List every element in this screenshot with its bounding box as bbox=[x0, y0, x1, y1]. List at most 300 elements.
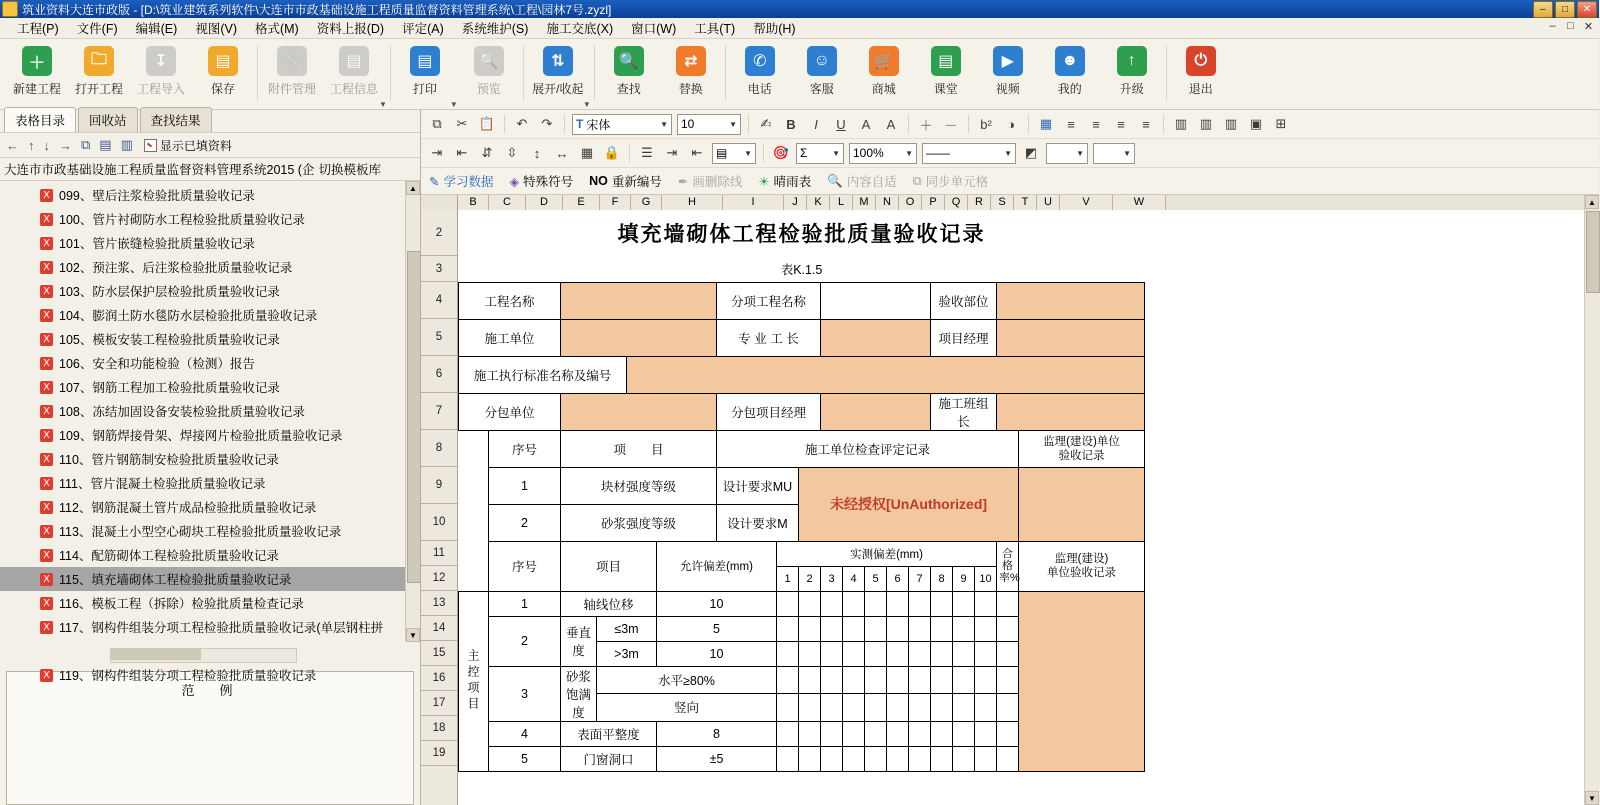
copy-icon[interactable]: ⧉ bbox=[432, 116, 442, 131]
measure-cell[interactable] bbox=[975, 641, 997, 666]
measure-cell[interactable] bbox=[931, 591, 953, 616]
row-sub-4[interactable]: 水平≥80% bbox=[597, 666, 777, 694]
row-no-6[interactable]: 4 bbox=[489, 721, 561, 746]
row-allow-2[interactable]: 5 bbox=[657, 616, 777, 641]
measure-cell[interactable] bbox=[909, 721, 931, 746]
list-item[interactable]: X 100、管片衬砌防水工程检验批质量验收记录 bbox=[0, 207, 406, 231]
measure-cell[interactable] bbox=[909, 591, 931, 616]
menu-item-evaluate[interactable]: 评定(A) bbox=[402, 22, 444, 36]
italic-icon[interactable]: I bbox=[814, 116, 818, 132]
toolbar-button-video[interactable]: ▶ 视频 bbox=[977, 42, 1039, 104]
tree-vertical-scrollbar[interactable] bbox=[405, 181, 420, 642]
column-header-S[interactable]: S bbox=[991, 195, 1014, 210]
table-grid-icon[interactable]: ▦ bbox=[580, 145, 594, 160]
list-item[interactable]: X 109、钢筋焊接骨架、焊接网片检验批质量验收记录 bbox=[0, 423, 406, 447]
measure-cell[interactable] bbox=[865, 694, 887, 722]
align-left-icon[interactable]: ≡ bbox=[1067, 116, 1075, 132]
measure-cell[interactable] bbox=[865, 641, 887, 666]
measure-cell[interactable] bbox=[777, 694, 799, 722]
scroll-up-icon[interactable]: ▲ bbox=[1585, 195, 1599, 209]
chevron-down-icon[interactable]: ▼ bbox=[660, 119, 668, 129]
delete-col-icon[interactable]: ⇳ bbox=[506, 145, 518, 160]
superscript-icon[interactable]: b² bbox=[980, 116, 992, 132]
zoom-select[interactable] bbox=[849, 143, 917, 164]
mdi-close-button[interactable]: ✕ bbox=[1583, 21, 1594, 33]
switch-template-button[interactable]: 切换模板库 bbox=[318, 163, 381, 177]
column-header-C[interactable]: C bbox=[489, 195, 526, 210]
row-name-4[interactable]: 砂浆饱满度 bbox=[561, 666, 597, 721]
value-project-name[interactable] bbox=[561, 282, 717, 319]
cell-main-name-2[interactable]: 砂浆强度等级 bbox=[561, 504, 717, 541]
measure-cell[interactable] bbox=[865, 616, 887, 641]
merge-cells-icon[interactable]: ▣ bbox=[1249, 116, 1263, 131]
measure-cell[interactable] bbox=[821, 746, 843, 771]
row-allow-6[interactable]: 8 bbox=[657, 721, 777, 746]
column-header-R[interactable]: R bbox=[968, 195, 991, 210]
list-icon[interactable]: ☰ bbox=[641, 145, 653, 160]
border-color-select[interactable] bbox=[1046, 143, 1088, 164]
measure-cell[interactable] bbox=[887, 641, 909, 666]
toolbar-button-class[interactable]: ▤ 课堂 bbox=[915, 42, 977, 104]
underline-icon[interactable]: U bbox=[836, 116, 846, 132]
special-char-button[interactable]: ◈ 特殊符号 bbox=[509, 174, 574, 189]
row-header-17[interactable]: 17 bbox=[421, 691, 457, 716]
scrollbar-thumb[interactable] bbox=[1586, 211, 1600, 293]
copy-icon[interactable]: ⧉ bbox=[81, 137, 91, 152]
measure-cell[interactable] bbox=[909, 666, 931, 694]
column-header-I[interactable]: I bbox=[723, 195, 784, 210]
list-item[interactable]: X 103、防水层保护层检验批质量验收记录 bbox=[0, 279, 406, 303]
row-no-1[interactable]: 1 bbox=[489, 591, 561, 616]
bold-icon[interactable]: B bbox=[786, 116, 796, 132]
row-name-6[interactable]: 表面平整度 bbox=[561, 721, 657, 746]
column-header-P[interactable]: P bbox=[922, 195, 945, 210]
function-icon[interactable]: 🎯 bbox=[772, 145, 790, 160]
pass-rate-cell[interactable] bbox=[997, 666, 1019, 694]
column-header-T[interactable]: T bbox=[1014, 195, 1037, 210]
toolbar-button-shop[interactable]: 🛒 商城 bbox=[853, 42, 915, 104]
pass-rate-cell[interactable] bbox=[997, 616, 1019, 641]
back-icon[interactable]: ← bbox=[6, 137, 19, 153]
menu-item-edit[interactable]: 编辑(E) bbox=[135, 22, 178, 36]
toolbar-button-new-project[interactable]: ＋ 新建工程 bbox=[6, 42, 68, 104]
outdent-icon[interactable]: ⇤ bbox=[691, 145, 703, 160]
measure-cell[interactable] bbox=[975, 666, 997, 694]
toolbar-button-support[interactable]: ☺ 客服 bbox=[791, 42, 853, 104]
chevron-down-icon[interactable]: ▼ bbox=[449, 100, 458, 109]
cell-main-no-1[interactable]: 1 bbox=[489, 467, 561, 504]
scrollbar-thumb[interactable] bbox=[111, 649, 201, 660]
measure-cell[interactable] bbox=[843, 666, 865, 694]
measure-cell[interactable] bbox=[777, 616, 799, 641]
list-item[interactable]: X 111、管片混凝土检验批质量验收记录 bbox=[0, 471, 406, 495]
list-item[interactable]: X 108、冻结加固设备安装检验批质量验收记录 bbox=[0, 399, 406, 423]
toolbar-button-project-info[interactable]: ▤ 工程信息 bbox=[323, 42, 385, 104]
measure-cell[interactable] bbox=[821, 694, 843, 722]
mdi-maximize-button[interactable]: □ bbox=[1567, 20, 1574, 32]
measure-cell[interactable] bbox=[909, 694, 931, 722]
minimize-button[interactable]: – bbox=[1533, 1, 1553, 18]
row-header-8[interactable]: 8 bbox=[421, 430, 457, 467]
toolbar-button-open-project[interactable]: 🗀 打开工程 bbox=[68, 42, 130, 104]
row-header-2[interactable]: 2 bbox=[421, 210, 457, 256]
value-team-leader[interactable] bbox=[997, 393, 1145, 430]
column-header-L[interactable]: L bbox=[830, 195, 853, 210]
row-header-18[interactable]: 18 bbox=[421, 716, 457, 741]
measure-cell[interactable] bbox=[799, 641, 821, 666]
subscript-icon[interactable]: ◑ bbox=[1007, 116, 1015, 132]
row-header-5[interactable]: 5 bbox=[421, 319, 457, 356]
measure-cell[interactable] bbox=[931, 721, 953, 746]
scroll-down-icon[interactable]: ▼ bbox=[1585, 791, 1599, 805]
menu-item-format[interactable]: 格式(M) bbox=[254, 22, 299, 36]
sum-select[interactable] bbox=[796, 143, 844, 164]
chevron-down-icon[interactable]: ▼ bbox=[582, 100, 591, 109]
value-project-manager[interactable] bbox=[997, 319, 1145, 356]
measure-cell[interactable] bbox=[843, 641, 865, 666]
row-header-19[interactable]: 19 bbox=[421, 741, 457, 766]
cell-main-no-2[interactable]: 2 bbox=[489, 504, 561, 541]
tree-horizontal-scrollbar[interactable] bbox=[110, 648, 297, 663]
measure-cell[interactable] bbox=[953, 694, 975, 722]
font-size-select[interactable] bbox=[677, 114, 741, 135]
cell-main-value-1[interactable]: 设计要求MU bbox=[717, 467, 799, 504]
list-item[interactable]: X 101、管片嵌缝检验批质量验收记录 bbox=[0, 231, 406, 255]
form-document[interactable] bbox=[458, 210, 1585, 805]
lock-icon[interactable]: 🔒 bbox=[603, 145, 621, 160]
shading-select[interactable] bbox=[1093, 143, 1135, 164]
measure-cell[interactable] bbox=[931, 746, 953, 771]
measure-cell[interactable] bbox=[975, 746, 997, 771]
forward-icon[interactable]: → bbox=[59, 137, 72, 153]
row-sub-3[interactable]: >3m bbox=[597, 641, 657, 666]
menu-item-project[interactable]: 工程(P) bbox=[17, 22, 59, 36]
list-item[interactable]: X 112、钢筋混凝土管片成品检验批质量验收记录 bbox=[0, 495, 406, 519]
chevron-down-icon[interactable]: ▼ bbox=[832, 148, 840, 158]
weather-table-button[interactable]: ☀ 晴雨表 bbox=[758, 174, 812, 189]
row-sub-5[interactable]: 竖向 bbox=[597, 694, 777, 722]
measure-cell[interactable] bbox=[777, 666, 799, 694]
select-all-corner[interactable] bbox=[421, 195, 458, 210]
value-standard-name[interactable] bbox=[627, 356, 1145, 393]
chevron-down-icon[interactable]: ▼ bbox=[1004, 148, 1012, 158]
pass-rate-cell[interactable] bbox=[997, 694, 1019, 722]
value-sub-project-name[interactable] bbox=[821, 282, 931, 319]
format-painter-icon[interactable]: ✍ bbox=[760, 116, 772, 131]
column-header-B[interactable]: B bbox=[458, 195, 489, 210]
measure-cell[interactable] bbox=[953, 641, 975, 666]
column-header-F[interactable]: F bbox=[600, 195, 631, 210]
column-header-H[interactable]: H bbox=[662, 195, 723, 210]
list-item[interactable]: X 099、壁后注浆检验批质量验收记录 bbox=[0, 183, 406, 207]
move-down-icon[interactable]: ↓ bbox=[43, 137, 50, 153]
menu-item-report[interactable]: 资料上报(D) bbox=[316, 22, 385, 36]
row-header-6[interactable]: 6 bbox=[421, 356, 457, 393]
measure-cell[interactable] bbox=[931, 616, 953, 641]
maximize-button[interactable]: □ bbox=[1555, 1, 1575, 18]
delete-row-icon[interactable]: ⇤ bbox=[456, 145, 468, 160]
value-acceptance-part[interactable] bbox=[997, 282, 1145, 319]
measure-cell[interactable] bbox=[843, 591, 865, 616]
measure-cell[interactable] bbox=[887, 616, 909, 641]
row-header-15[interactable]: 15 bbox=[421, 641, 457, 666]
row-allow-3[interactable]: 10 bbox=[657, 641, 777, 666]
measure-cell[interactable] bbox=[843, 694, 865, 722]
window-controls[interactable] bbox=[1533, 1, 1597, 18]
list-item[interactable]: X 117、钢构件组装分项工程检验批质量验收记录(单层钢柱拼 bbox=[0, 615, 406, 639]
list-item[interactable]: X 114、配筋砌体工程检验批质量验收记录 bbox=[0, 543, 406, 567]
study-data-button[interactable]: ✎ 学习数据 bbox=[429, 174, 494, 189]
split-cells-icon[interactable]: ⊞ bbox=[1275, 116, 1287, 131]
row-sub-2[interactable]: ≤3m bbox=[597, 616, 657, 641]
row-height-icon[interactable]: ↕ bbox=[533, 145, 541, 161]
toolbar-button-replace[interactable]: ⇄ 替换 bbox=[660, 42, 722, 104]
measure-cell[interactable] bbox=[909, 616, 931, 641]
list-item[interactable]: X 119、钢构件组装分项工程检验批质量验收记录 bbox=[0, 663, 406, 687]
toolbar-button-print[interactable]: ▤ 打印 bbox=[394, 42, 456, 104]
column-header-E[interactable]: E bbox=[563, 195, 600, 210]
highlight-icon[interactable]: A bbox=[886, 116, 896, 132]
measure-cell[interactable] bbox=[843, 616, 865, 641]
column-header-O[interactable]: O bbox=[899, 195, 922, 210]
scrollbar-thumb[interactable] bbox=[407, 251, 421, 583]
draw-strike-button[interactable]: ✒ 画删除线 bbox=[677, 174, 743, 189]
pass-rate-cell[interactable] bbox=[997, 746, 1019, 771]
measure-cell[interactable] bbox=[865, 746, 887, 771]
scroll-up-icon[interactable]: ▲ bbox=[406, 181, 420, 195]
watermark-cell[interactable] bbox=[799, 467, 1019, 541]
measure-cell[interactable] bbox=[887, 746, 909, 771]
measure-cell[interactable] bbox=[975, 721, 997, 746]
form-tree[interactable] bbox=[0, 181, 406, 683]
close-button[interactable]: ✕ bbox=[1577, 1, 1597, 18]
row-header-4[interactable]: 4 bbox=[421, 282, 457, 319]
measure-cell[interactable] bbox=[865, 666, 887, 694]
column-header-K[interactable]: K bbox=[807, 195, 830, 210]
row-no-4[interactable]: 3 bbox=[489, 666, 561, 721]
toolbar-button-save[interactable]: ▤ 保存 bbox=[192, 42, 254, 104]
chevron-down-icon[interactable]: ▼ bbox=[1123, 148, 1131, 158]
column-header-J[interactable]: J bbox=[784, 195, 807, 210]
list-item[interactable]: X 113、混凝土小型空心砌块工程检验批质量验收记录 bbox=[0, 519, 406, 543]
toolbar-button-preview[interactable]: 🔍 预览 bbox=[458, 42, 520, 104]
insert-row-icon[interactable]: ⇥ bbox=[431, 145, 443, 160]
row-name-7[interactable]: 门窗洞口 bbox=[561, 746, 657, 771]
increase-font-icon[interactable]: ＋ bbox=[919, 117, 933, 133]
filter-filled-checkbox[interactable] bbox=[144, 137, 232, 154]
row-allow-7[interactable]: ±5 bbox=[657, 746, 777, 771]
list-item[interactable]: X 102、预注浆、后注浆检验批质量验收记录 bbox=[0, 255, 406, 279]
font-family-select[interactable] bbox=[572, 114, 672, 135]
toolbar-button-upgrade[interactable]: ↑ 升级 bbox=[1101, 42, 1163, 104]
paste-icon[interactable]: ▤ bbox=[99, 137, 112, 152]
delete-icon[interactable]: ▥ bbox=[120, 137, 133, 152]
column-header-M[interactable]: M bbox=[853, 195, 876, 210]
row-name-2[interactable]: 垂直度 bbox=[561, 616, 597, 666]
menu-item-file[interactable]: 文件(F) bbox=[76, 22, 118, 36]
measure-cell[interactable] bbox=[887, 591, 909, 616]
tab-form-directory[interactable]: 表格目录 bbox=[4, 107, 76, 132]
row-header-7[interactable]: 7 bbox=[421, 393, 457, 430]
font-color-icon[interactable]: A bbox=[861, 116, 871, 132]
indent-icon[interactable]: ⇥ bbox=[666, 145, 678, 160]
column-header-N[interactable]: N bbox=[876, 195, 899, 210]
menu-item-tools[interactable]: 工具(T) bbox=[694, 22, 736, 36]
measure-cell[interactable] bbox=[931, 666, 953, 694]
toolbar-button-expand-collapse[interactable]: ⇅ 展开/收起 bbox=[527, 42, 589, 104]
row-header-12[interactable]: 12 bbox=[421, 566, 457, 591]
line-style-select[interactable] bbox=[922, 143, 1016, 164]
table-icon[interactable]: ▦ bbox=[1039, 116, 1053, 131]
chevron-down-icon[interactable]: ▼ bbox=[729, 119, 737, 129]
decrease-font-icon[interactable]: － bbox=[944, 117, 958, 133]
column-header-D[interactable]: D bbox=[526, 195, 563, 210]
measure-cell[interactable] bbox=[799, 591, 821, 616]
row-header-9[interactable]: 9 bbox=[421, 467, 457, 504]
list-item[interactable]: X 106、安全和功能检验（检测）报告 bbox=[0, 351, 406, 375]
list-item[interactable]: X 107、钢筋工程加工检验批质量验收记录 bbox=[0, 375, 406, 399]
value-foreman[interactable] bbox=[821, 319, 931, 356]
list-item[interactable]: X 105、模板安装工程检验批质量验收记录 bbox=[0, 327, 406, 351]
sheet-vertical-scrollbar[interactable] bbox=[1584, 195, 1599, 805]
measure-cell[interactable] bbox=[953, 666, 975, 694]
measure-cell[interactable] bbox=[821, 721, 843, 746]
row-header-16[interactable]: 16 bbox=[421, 666, 457, 691]
measure-cell[interactable] bbox=[843, 746, 865, 771]
measure-cell[interactable] bbox=[865, 721, 887, 746]
align-right-icon[interactable]: ≡ bbox=[1117, 116, 1125, 132]
measure-cell[interactable] bbox=[777, 721, 799, 746]
measure-cell[interactable] bbox=[909, 641, 931, 666]
measure-cell[interactable] bbox=[953, 616, 975, 641]
chevron-down-icon[interactable]: ▼ bbox=[905, 148, 913, 158]
mdi-window-controls[interactable] bbox=[1546, 20, 1595, 33]
measure-cell[interactable] bbox=[821, 641, 843, 666]
tab-recycle-bin[interactable]: 回收站 bbox=[78, 107, 138, 132]
column-header-Q[interactable]: Q bbox=[945, 195, 968, 210]
row-no-2[interactable]: 2 bbox=[489, 616, 561, 666]
measure-cell[interactable] bbox=[887, 721, 909, 746]
row-name-1[interactable]: 轴线位移 bbox=[561, 591, 657, 616]
measure-cell[interactable] bbox=[799, 666, 821, 694]
pass-rate-cell[interactable] bbox=[997, 591, 1019, 616]
menu-item-window[interactable]: 窗口(W) bbox=[631, 22, 677, 36]
measure-cell[interactable] bbox=[975, 616, 997, 641]
mdi-minimize-button[interactable]: – bbox=[1549, 20, 1556, 32]
border2-icon[interactable]: ▥ bbox=[1199, 116, 1213, 131]
cell-main-value-2[interactable]: 设计要求M bbox=[717, 504, 799, 541]
border3-icon[interactable]: ▥ bbox=[1224, 116, 1238, 131]
measure-cell[interactable] bbox=[777, 641, 799, 666]
measure-cell[interactable] bbox=[799, 721, 821, 746]
redo-icon[interactable]: ↷ bbox=[541, 116, 553, 131]
measure-cell[interactable] bbox=[821, 616, 843, 641]
row-header-10[interactable]: 10 bbox=[421, 504, 457, 541]
column-header-V[interactable]: V bbox=[1060, 195, 1113, 210]
fill-color-select[interactable] bbox=[712, 143, 756, 164]
row-header-3[interactable]: 3 bbox=[421, 256, 457, 282]
menu-item-help[interactable]: 帮助(H) bbox=[753, 22, 796, 36]
align-center-icon[interactable]: ≡ bbox=[1092, 116, 1100, 132]
measure-cell[interactable] bbox=[909, 746, 931, 771]
cell-supervisor-record[interactable] bbox=[1019, 467, 1145, 541]
measure-cell[interactable] bbox=[953, 721, 975, 746]
chevron-down-icon[interactable]: ▼ bbox=[744, 148, 752, 158]
paste-icon[interactable]: 📋 bbox=[478, 116, 496, 131]
measure-cell[interactable] bbox=[865, 591, 887, 616]
pass-rate-cell[interactable] bbox=[997, 721, 1019, 746]
column-header-U[interactable]: U bbox=[1037, 195, 1060, 210]
value-construction-unit[interactable] bbox=[561, 319, 717, 356]
measure-cell[interactable] bbox=[799, 746, 821, 771]
measure-cell[interactable] bbox=[953, 746, 975, 771]
measure-cell[interactable] bbox=[821, 591, 843, 616]
measure-cell[interactable] bbox=[931, 694, 953, 722]
pass-rate-cell[interactable] bbox=[997, 641, 1019, 666]
measure-cell[interactable] bbox=[953, 591, 975, 616]
measure-cell[interactable] bbox=[887, 666, 909, 694]
menu-item-view[interactable]: 视图(V) bbox=[195, 22, 237, 36]
insert-col-icon[interactable]: ⇵ bbox=[481, 145, 493, 160]
tab-search-results[interactable]: 查找结果 bbox=[140, 107, 212, 132]
column-header-W[interactable]: W bbox=[1113, 195, 1166, 210]
measure-cell[interactable] bbox=[799, 616, 821, 641]
align-justify-icon[interactable]: ≡ bbox=[1142, 116, 1150, 132]
toolbar-button-find[interactable]: 🔍 查找 bbox=[598, 42, 660, 104]
move-up-icon[interactable]: ↑ bbox=[28, 137, 35, 153]
measure-cell[interactable] bbox=[799, 694, 821, 722]
menu-item-disclosure[interactable]: 施工交底(X) bbox=[546, 22, 614, 36]
diagonal-border-icon[interactable]: ◩ bbox=[1024, 145, 1038, 160]
list-item[interactable]: X 104、膨润土防水毯防水层检验批质量验收记录 bbox=[0, 303, 406, 327]
measure-cell[interactable] bbox=[975, 694, 997, 722]
list-item-selected[interactable]: X 115、填充墙砌体工程检验批质量验收记录 bbox=[0, 567, 406, 591]
measure-cell[interactable] bbox=[843, 721, 865, 746]
row-no-7[interactable]: 5 bbox=[489, 746, 561, 771]
measure-cell[interactable] bbox=[821, 666, 843, 694]
cut-icon[interactable]: ✂ bbox=[456, 116, 468, 131]
col-width-icon[interactable]: ↔ bbox=[555, 145, 569, 161]
list-item[interactable]: X 110、管片钢筋制安检验批质量验收记录 bbox=[0, 447, 406, 471]
scroll-down-icon[interactable]: ▼ bbox=[406, 628, 420, 642]
undo-icon[interactable]: ↶ bbox=[516, 116, 528, 131]
value-subcontract-unit[interactable] bbox=[561, 393, 717, 430]
value-subcontract-manager[interactable] bbox=[821, 393, 931, 430]
measure-cell[interactable] bbox=[887, 694, 909, 722]
toolbar-button-phone[interactable]: ✆ 电话 bbox=[729, 42, 791, 104]
row-header-14[interactable]: 14 bbox=[421, 616, 457, 641]
column-header-G[interactable]: G bbox=[631, 195, 662, 210]
sync-cell-button[interactable]: ⧉ 同步单元格 bbox=[912, 173, 989, 189]
cell-main-name-1[interactable]: 块材强度等级 bbox=[561, 467, 717, 504]
supervisor-record-cell[interactable] bbox=[1019, 591, 1145, 771]
menu-item-system[interactable]: 系统维护(S) bbox=[461, 22, 529, 36]
toolbar-button-exit[interactable]: ⏻ 退出 bbox=[1170, 42, 1232, 104]
chevron-down-icon[interactable]: ▼ bbox=[1076, 148, 1084, 158]
row-header-13[interactable]: 13 bbox=[421, 591, 457, 616]
autofit-button[interactable]: 🔍 内容自适 bbox=[827, 173, 897, 189]
measure-cell[interactable] bbox=[777, 591, 799, 616]
measure-cell[interactable] bbox=[777, 746, 799, 771]
toolbar-button-attachment[interactable]: 📎 附件管理 bbox=[261, 42, 323, 104]
measure-cell[interactable] bbox=[931, 641, 953, 666]
row-allow-1[interactable]: 10 bbox=[657, 591, 777, 616]
list-item[interactable]: X 116、模板工程（拆除）检验批质量检查记录 bbox=[0, 591, 406, 615]
toolbar-button-my[interactable]: ☻ 我的 bbox=[1039, 42, 1101, 104]
measure-cell[interactable] bbox=[975, 591, 997, 616]
row-header-11[interactable]: 11 bbox=[421, 541, 457, 566]
chevron-down-icon[interactable]: ▼ bbox=[379, 100, 387, 109]
